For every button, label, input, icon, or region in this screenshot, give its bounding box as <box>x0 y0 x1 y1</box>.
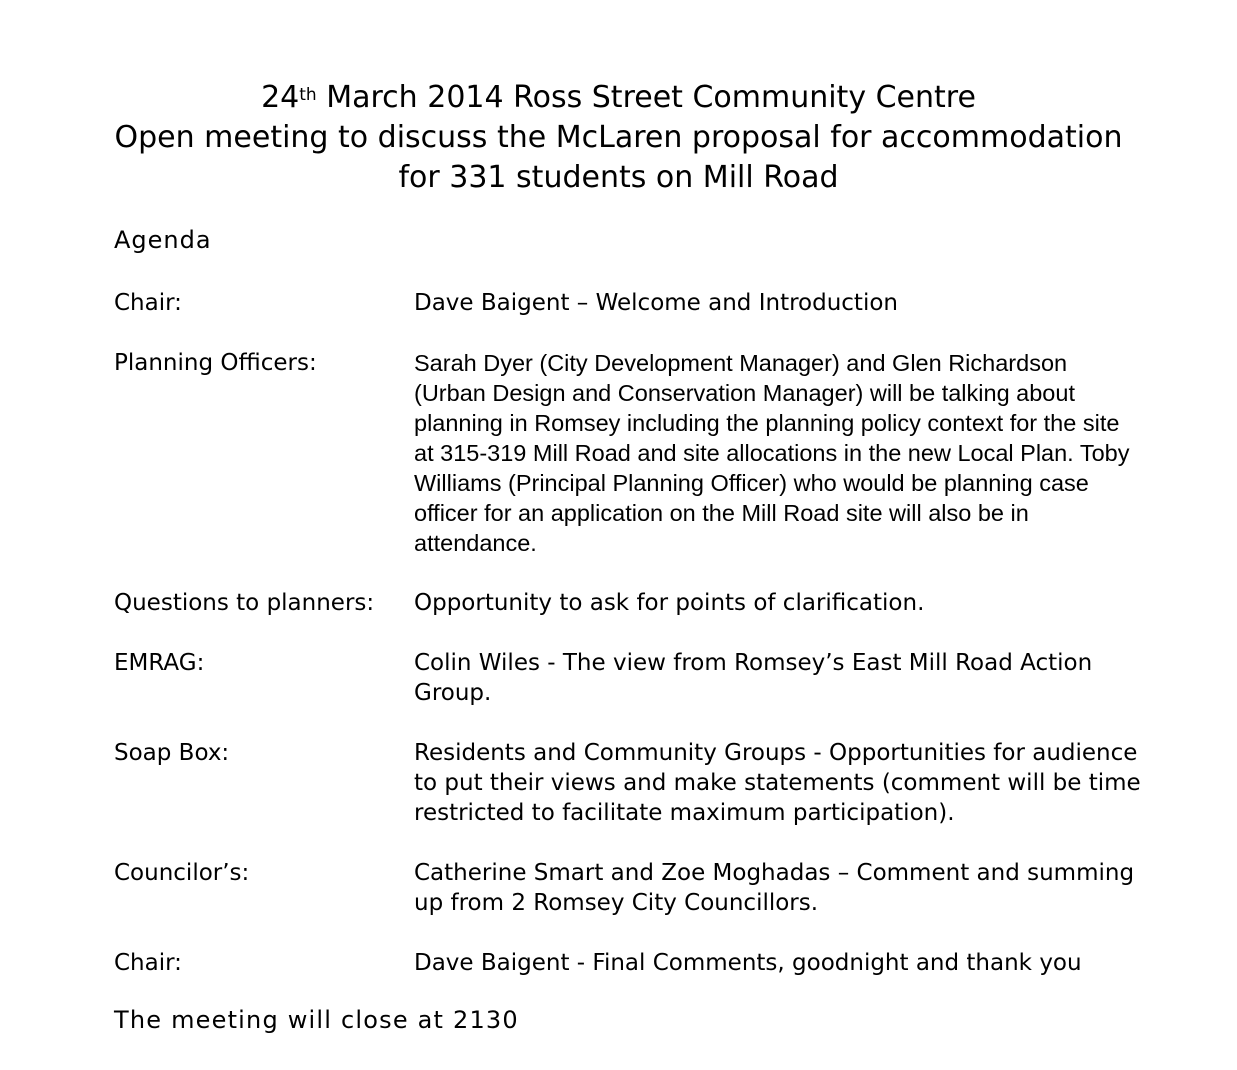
agenda-item-text: Dave Baigent - Final Comments, goodnight and thank you <box>414 950 1082 976</box>
agenda-item-text: Residents and Community Groups - Opportunities for audience to put their views and make statements (comment will be time restricted to facilitate maximum participation). <box>414 740 1141 826</box>
document-title <box>0 78 1237 198</box>
agenda-item-label: Councilor’s: <box>114 860 250 886</box>
agenda-item-text: Colin Wiles - The view from Romsey’s East Mill Road Action Group. <box>414 650 1093 706</box>
agenda-item-label: Planning Officers: <box>114 350 317 376</box>
title-line-3: for 331 students on Mill Road <box>398 160 839 195</box>
title-day: 24 <box>261 80 300 115</box>
agenda-item-label: Chair: <box>114 950 182 976</box>
closing-statement: The meeting will close at 2130 <box>114 1006 519 1034</box>
agenda-item-text: Sarah Dyer (City Development Manager) and Glen Richardson (Urban Design and Conservation Manager) will be talking about planning in Romsey including the planning policy context for the site at 315-319 Mill Road and site allocations in the new Local Plan. Toby Williams (Principal Planning Officer) who would be planning case officer for an application on the Mill Road site will also be in attendance. <box>414 350 1130 556</box>
title-day-suffix: th <box>299 85 317 105</box>
agenda-item-label: Chair: <box>114 290 182 316</box>
title-line-1-rest: March 2014 Ross Street Community Centre <box>316 80 976 115</box>
title-line-1 <box>0 78 1237 118</box>
agenda-item-text: Dave Baigent – Welcome and Introduction <box>414 290 898 316</box>
agenda-heading: Agenda <box>114 226 212 254</box>
agenda-item-text: Catherine Smart and Zoe Moghadas – Comment and summing up from 2 Romsey City Councillors. <box>414 860 1135 916</box>
agenda-item-label: Questions to planners: <box>114 590 375 616</box>
agenda-item-text: Opportunity to ask for points of clarification. <box>414 590 925 616</box>
title-line-2: Open meeting to discuss the McLaren proposal for accommodation <box>114 120 1123 155</box>
agenda-item-label: Soap Box: <box>114 740 230 766</box>
agenda-item-label: EMRAG: <box>114 650 205 676</box>
